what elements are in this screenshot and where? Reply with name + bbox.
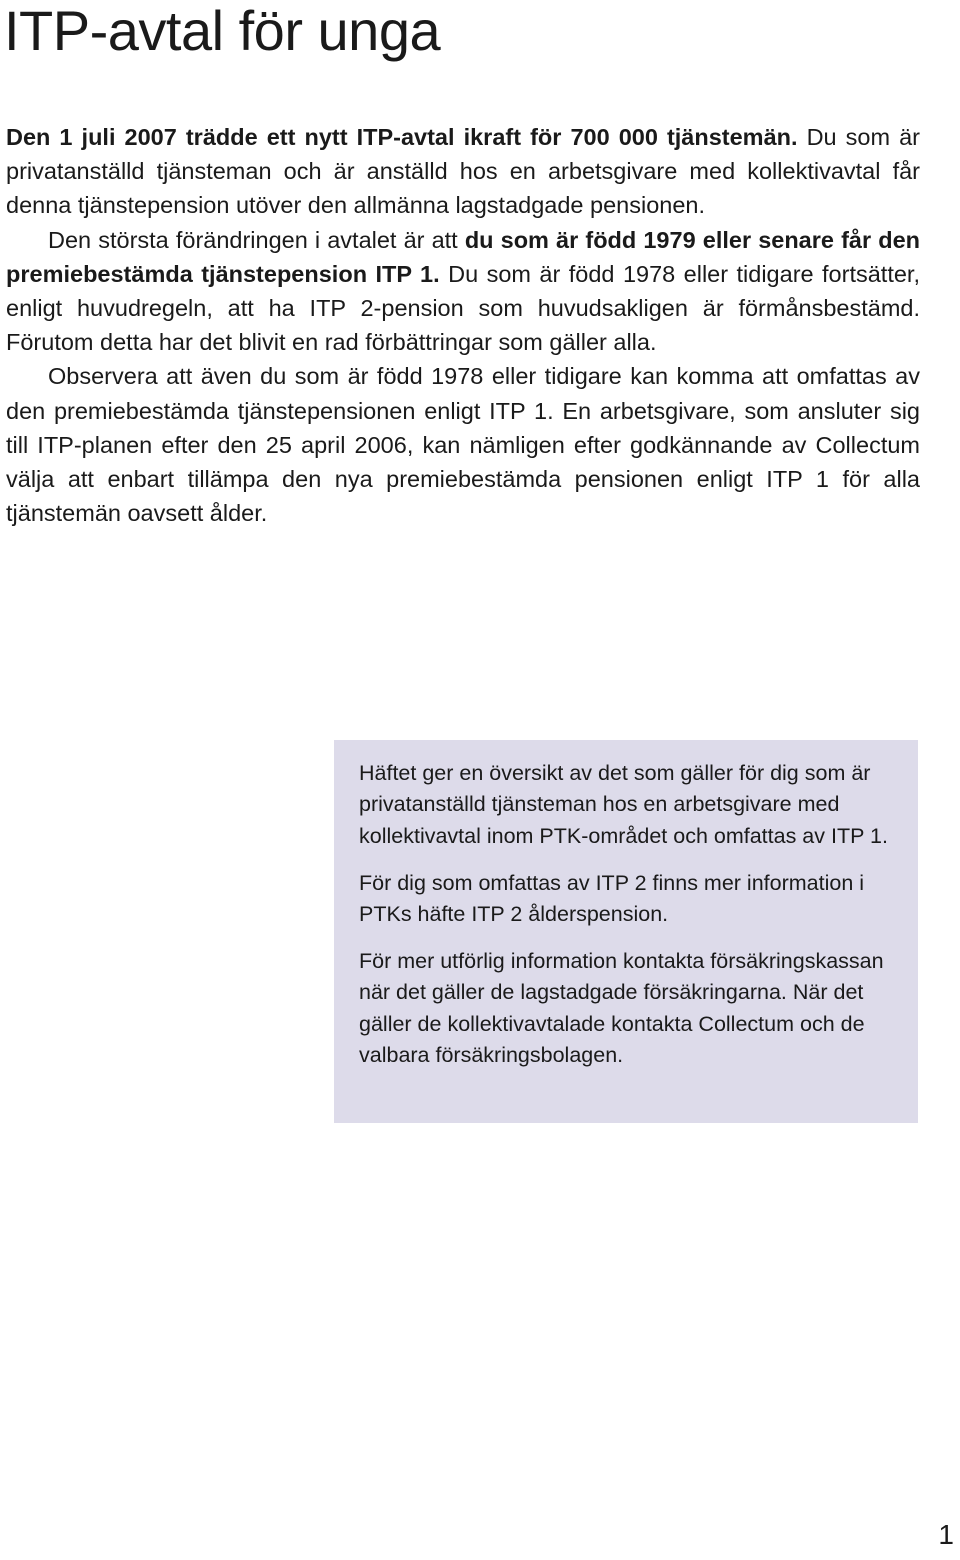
page-title: ITP-avtal för unga <box>4 0 441 62</box>
info-box <box>334 740 918 1123</box>
change-bold: du som är född 1979 eller senare får den premiebestämda tjänstepension ITP 1. <box>6 226 920 287</box>
intro-lead: Den 1 juli 2007 trädde ett nytt ITP-avtal ikraft för 700 000 tjänstemän. <box>6 124 798 150</box>
info-paragraph: För mer utförlig information kontakta försäkringskassan när det gäller de lagstadgade försäkringarna. När det gäller de kollektivavtalade kontakta Collectum och de valbara försäkringsbolagen. <box>359 949 884 1068</box>
observe-paragraph: Observera att även du som är född 1978 eller tidigare kan komma att omfattas av den premiebestämda tjänstepensionen enligt ITP 1. En arbetsgivare, som ansluter sig till ITP-planen efter den 25 april 2006, kan nämligen efter godkännande av Collectum välja att enbart tillämpa den nya premiebestämda pensionen enligt ITP 1 för alla tjänstemän oavsett ålder. <box>6 363 920 527</box>
info-paragraph: För dig som omfattas av ITP 2 finns mer information i PTKs häfte ITP 2 ålderspension. <box>359 870 865 927</box>
page-number: 1 <box>938 1519 954 1550</box>
change-text-end: Du som är född 1978 eller tidigare fortsätter, enligt huvudregeln, att ha ITP 2-pension som huvudsakligen är förmånsbestämd. Förutom detta har det blivit en rad förbättringar som gäller alla. <box>6 260 920 356</box>
change-paragraph <box>6 223 920 360</box>
intro-paragraph <box>6 120 920 223</box>
main-text <box>6 120 920 530</box>
info-paragraph: Häftet ger en översikt av det som gäller för dig som är privatanställd tjänsteman hos en arbetsgivare med kollektivavtal inom PTK-området och omfattas av ITP 1. <box>359 761 888 848</box>
intro-rest: Du som är privatanställd tjänsteman och är anställd hos en arbetsgivare med kollektivavtal får denna tjänstepension utöver den allmänna lagstadgade pensionen. <box>6 124 920 219</box>
change-text-start: Den största förändringen i avtalet är att <box>48 226 465 253</box>
